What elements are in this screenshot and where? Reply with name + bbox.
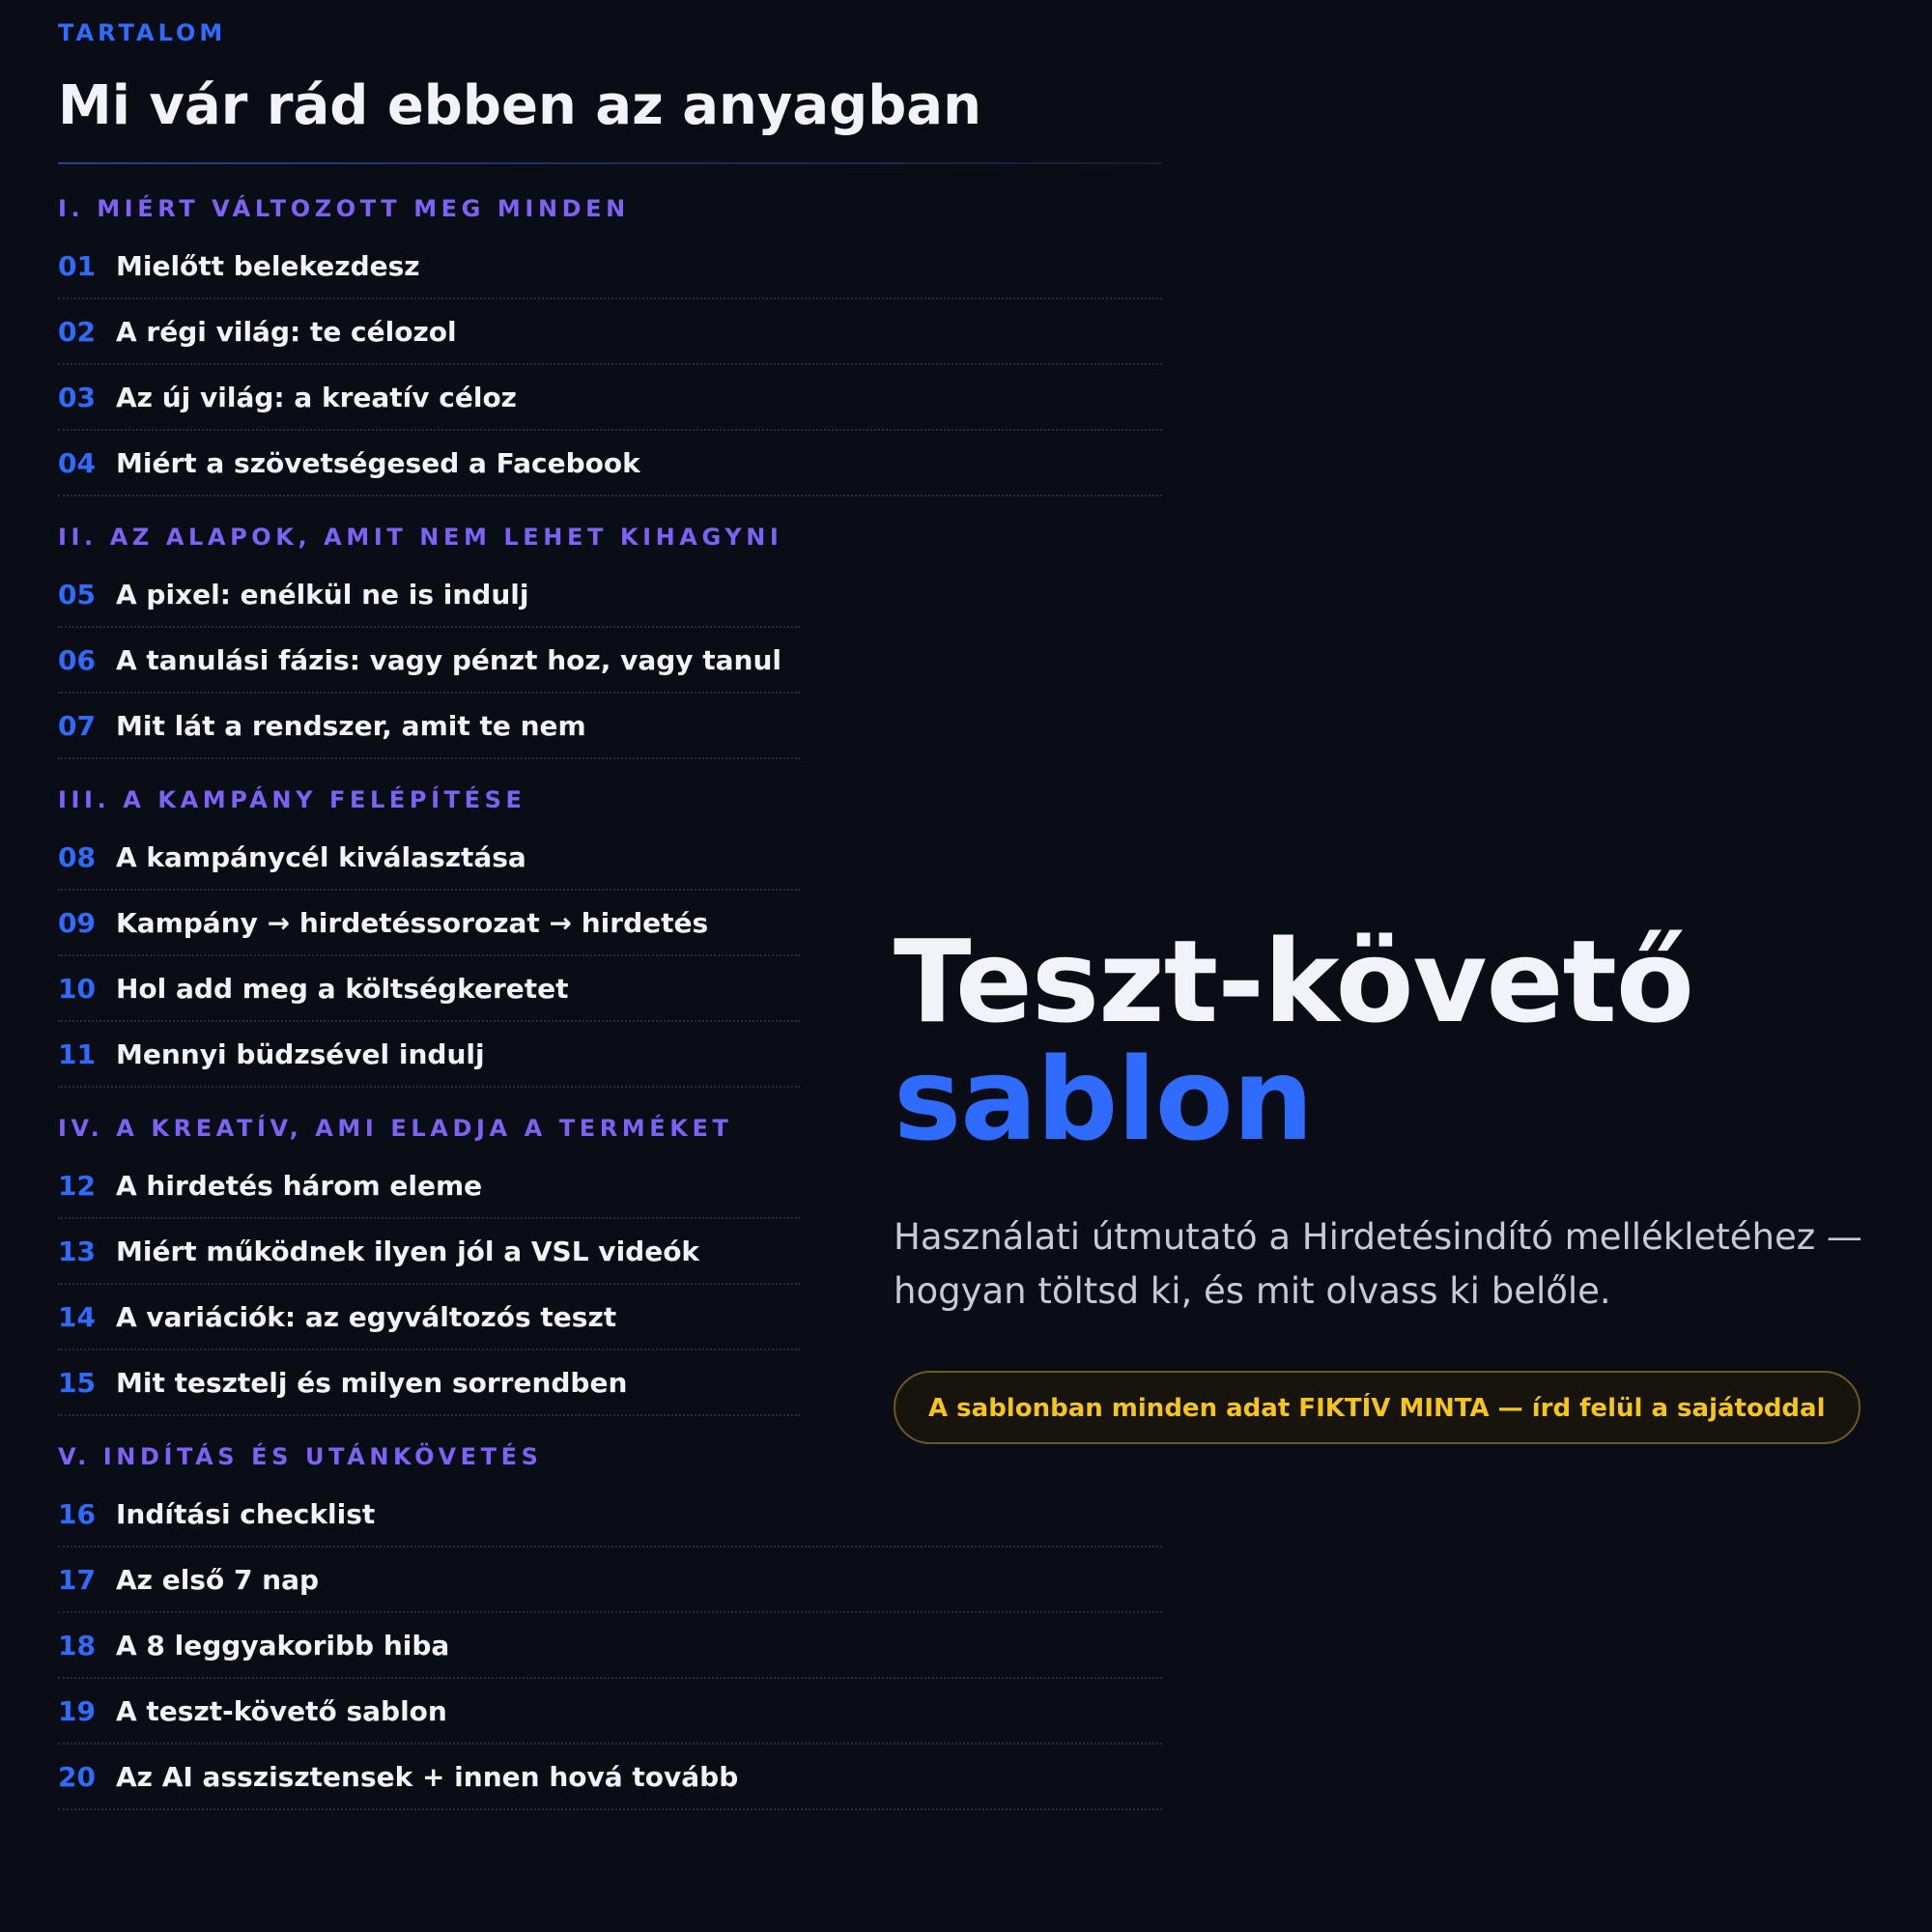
item-number: 10 <box>58 972 96 1005</box>
item-label: A hirdetés három eleme <box>116 1169 483 1202</box>
section-heading: V. INDÍTÁS ÉS UTÁNKÖVETÉS <box>58 1443 543 1470</box>
toc-section-2 <box>58 518 1162 759</box>
toc-item[interactable] <box>58 825 800 891</box>
item-number: 01 <box>58 249 96 282</box>
item-label: Az új világ: a kreatív céloz <box>116 381 517 413</box>
item-label: Miért működnek ilyen jól a VSL videók <box>116 1235 700 1267</box>
item-number: 06 <box>58 643 96 676</box>
item-label: A 8 leggyakoribb hiba <box>116 1629 450 1662</box>
toc-item[interactable] <box>58 1679 1162 1745</box>
section-heading: IV. A KREATÍV, AMI ELADJA A TERMÉKET <box>58 1115 733 1142</box>
toc-item[interactable] <box>58 1548 1162 1613</box>
title-divider <box>58 162 1162 164</box>
toc-item[interactable] <box>58 1285 800 1350</box>
fictitious-data-notice-badge: A sablonban minden adat FIKTÍV MINTA — írd felül a sajátoddal <box>894 1371 1861 1444</box>
item-label: Mennyi büdzsével indulj <box>116 1037 485 1070</box>
item-label: Mielőtt belekezdesz <box>116 249 420 282</box>
toc-section-5 <box>58 1437 1162 1810</box>
toc-item[interactable] <box>58 891 800 956</box>
item-number: 12 <box>58 1169 96 1202</box>
hero-panel <box>894 915 1898 1444</box>
item-number: 19 <box>58 1694 96 1727</box>
item-number: 05 <box>58 578 96 611</box>
toc-item[interactable] <box>58 365 1162 431</box>
section-heading: I. MIÉRT VÁLTOZOTT MEG MINDEN <box>58 195 630 222</box>
hero-title-line1: Teszt-követő <box>894 915 1693 1048</box>
toc-item[interactable] <box>58 694 800 759</box>
item-number: 04 <box>58 446 96 479</box>
toc-item[interactable] <box>58 956 800 1022</box>
section-heading: III. A KAMPÁNY FELÉPÍTÉSE <box>58 786 526 813</box>
item-label: Hol add meg a költségkeretet <box>116 972 569 1005</box>
toc-item[interactable] <box>58 1350 800 1416</box>
toc-item[interactable] <box>58 562 800 628</box>
toc-title: Mi vár rád ebben az anyagban <box>58 74 981 137</box>
toc-item[interactable] <box>58 1153 800 1219</box>
toc-item[interactable] <box>58 299 1162 365</box>
item-number: 03 <box>58 381 96 413</box>
toc-item[interactable] <box>58 1613 1162 1679</box>
toc-eyebrow: TARTALOM <box>58 19 227 46</box>
hero-subtitle: Használati útmutató a Hirdetésindító mellékletéhez — hogyan töltsd ki, és mit olvass ki belőle. <box>894 1216 1862 1312</box>
toc-item[interactable] <box>58 628 800 694</box>
toc-item[interactable] <box>58 234 1162 299</box>
item-number: 14 <box>58 1300 96 1333</box>
item-label: A régi világ: te célozol <box>116 315 457 348</box>
item-number: 02 <box>58 315 96 348</box>
toc-item[interactable] <box>58 1482 1162 1548</box>
item-number: 16 <box>58 1497 96 1530</box>
item-label: Az AI asszisztensek + innen hová tovább <box>116 1760 739 1793</box>
item-label: Indítási checklist <box>116 1497 376 1530</box>
item-label: A tanulási fázis: vagy pénzt hoz, vagy tanul <box>116 643 782 676</box>
item-label: A variációk: az egyváltozós teszt <box>116 1300 617 1333</box>
item-label: Kampány → hirdetéssorozat → hirdetés <box>116 906 709 939</box>
hero-title-line2: sablon <box>894 1033 1313 1166</box>
item-number: 18 <box>58 1629 96 1662</box>
toc-item[interactable] <box>58 1219 800 1285</box>
item-label: Az első 7 nap <box>116 1563 320 1596</box>
item-label: Mit tesztelj és milyen sorrendben <box>116 1366 628 1399</box>
item-label: Mit lát a rendszer, amit te nem <box>116 709 586 742</box>
item-label: A kampánycél kiválasztása <box>116 840 526 873</box>
section-heading: II. AZ ALAPOK, AMIT NEM LEHET KIHAGYNI <box>58 524 783 551</box>
item-number: 17 <box>58 1563 96 1596</box>
item-label: A teszt-követő sablon <box>116 1694 447 1727</box>
item-number: 15 <box>58 1366 96 1399</box>
item-label: Miért a szövetségesed a Facebook <box>116 446 640 479</box>
item-number: 07 <box>58 709 96 742</box>
item-number: 08 <box>58 840 96 873</box>
toc-item[interactable] <box>58 1022 800 1088</box>
item-number: 20 <box>58 1760 96 1793</box>
toc-item[interactable] <box>58 431 1162 497</box>
toc-item[interactable] <box>58 1745 1162 1810</box>
hero-title <box>894 915 1898 1166</box>
toc-section-1 <box>58 189 1162 497</box>
item-number: 09 <box>58 906 96 939</box>
item-number: 11 <box>58 1037 96 1070</box>
item-number: 13 <box>58 1235 96 1267</box>
item-label: A pixel: enélkül ne is indulj <box>116 578 529 611</box>
